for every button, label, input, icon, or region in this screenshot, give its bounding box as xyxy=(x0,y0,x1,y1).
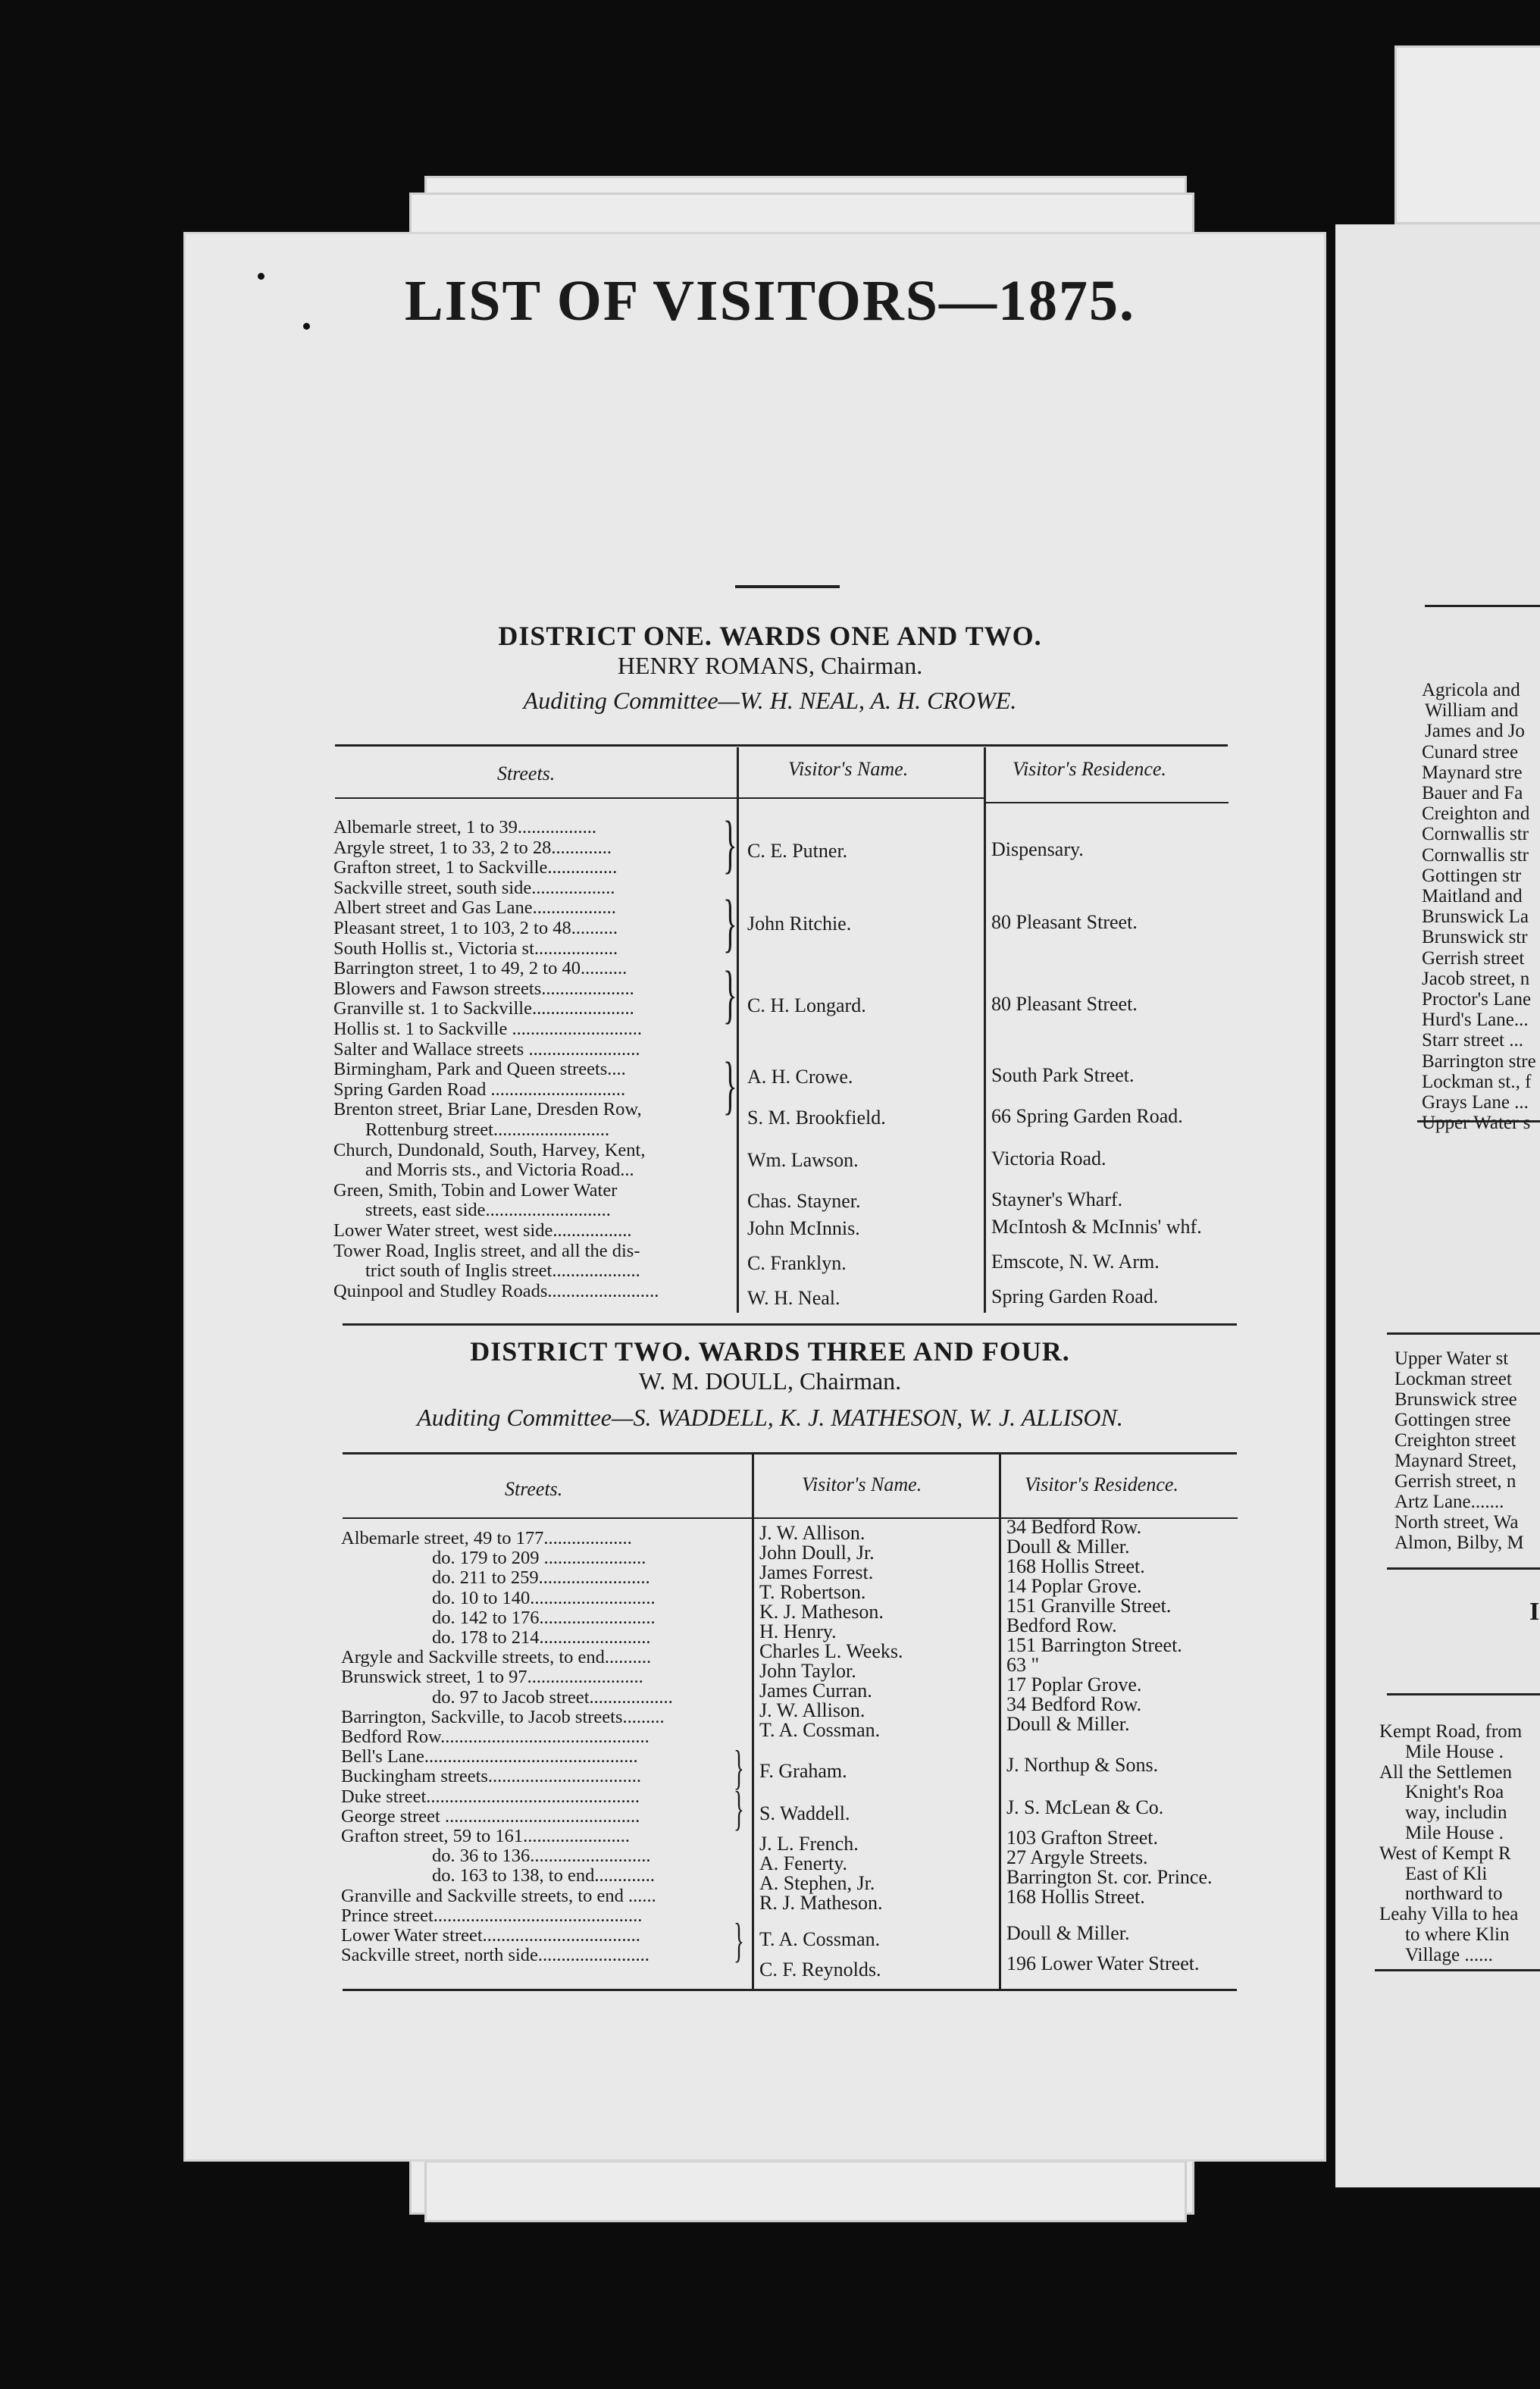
d2-visitor-name: T. A. Cossman. xyxy=(759,1928,881,1950)
d1-visitor-residence: Dispensary. xyxy=(991,838,1084,860)
district-one-heading: DISTRICT ONE. WARDS ONE AND TWO. xyxy=(498,621,1042,651)
d2-visitor-name: C. F. Reynolds. xyxy=(759,1958,881,1980)
d1-brace: } xyxy=(723,807,737,880)
page-edge-right-stack xyxy=(1394,45,1540,224)
right-block3-row: northward to xyxy=(1405,1883,1503,1905)
d1-street-row: and Morris sts., and Victoria Road... xyxy=(365,1160,634,1181)
title-rule xyxy=(735,585,840,588)
right-block1-row: Proctor's Lane xyxy=(1422,989,1532,1010)
d1-top-rule xyxy=(335,744,1228,747)
d2-visitor-residence: Doull & Miller. xyxy=(1006,1922,1130,1944)
d1-street-row: Tower Road, Inglis street, and all the dis- xyxy=(333,1240,640,1261)
d2-visitor-residence: 151 Barrington Street. xyxy=(1006,1634,1182,1656)
d2-visitor-residence: Barrington St. cor. Prince. xyxy=(1006,1866,1213,1888)
d1-col-residence: Visitor's Residence. xyxy=(1013,758,1166,780)
d1-street-row: Hollis st. 1 to Sackville ............................ xyxy=(333,1019,642,1039)
d1-visitor-name: Chas. Stayner. xyxy=(747,1190,861,1212)
district-one-auditing: Auditing Committee—W. H. NEAL, A. H. CROWE. xyxy=(523,687,1017,714)
d2-visitor-name: John Doull, Jr. xyxy=(759,1542,875,1564)
right-rule-6 xyxy=(1375,1969,1540,1971)
d2-street-row: do. 211 to 259........................ xyxy=(432,1567,650,1589)
d1-visitor-name: C. H. Longard. xyxy=(747,994,866,1016)
right-block1-row: Cornwallis str xyxy=(1422,824,1529,845)
right-block2-row: Gottingen stree xyxy=(1394,1410,1511,1430)
d2-visitor-name: T. A. Cossman. xyxy=(759,1719,881,1741)
right-block3-row: West of Kempt R xyxy=(1379,1843,1511,1864)
d2-street-row: Lower Water street.................................. xyxy=(341,1925,640,1946)
district-two-auditing: Auditing Committee—S. WADDELL, K. J. MATHESON, W. J. ALLISON. xyxy=(417,1404,1123,1431)
right-block1-row: Gerrish street xyxy=(1422,947,1525,969)
d1-street-row: Grafton street, 1 to Sackville............... xyxy=(333,857,618,878)
d2-street-row: Bedford Row............................................. xyxy=(341,1727,649,1747)
d2-brace: } xyxy=(734,1740,744,1794)
d2-visitor-residence: 196 Lower Water Street. xyxy=(1006,1952,1200,1974)
d2-street-row: Argyle and Sackville streets, to end.......... xyxy=(341,1647,652,1668)
d2-visitor-residence: Doull & Miller. xyxy=(1006,1536,1130,1558)
d2-visitor-name: John Taylor. xyxy=(759,1660,856,1682)
right-block3-row: Mile House . xyxy=(1405,1741,1504,1762)
right-block1-row: William and xyxy=(1425,700,1519,722)
right-block2-row: North street, Wa xyxy=(1394,1512,1519,1533)
d1-head-rule-3 xyxy=(986,802,1229,803)
d1-street-row: South Hollis st., Victoria st.................. xyxy=(333,938,618,959)
d2-visitor-name: J. W. Allison. xyxy=(759,1699,865,1721)
right-block2-row: Gerrish street, n xyxy=(1394,1471,1517,1492)
d2-visitor-name: R. J. Matheson. xyxy=(759,1892,883,1914)
right-block1-row: Maitland and xyxy=(1422,886,1523,906)
d1-street-row: Green, Smith, Tobin and Lower Water xyxy=(333,1179,618,1201)
right-block2-row: Creighton street xyxy=(1394,1430,1517,1451)
d1-visitor-residence: Spring Garden Road. xyxy=(991,1285,1159,1307)
right-block1-row: Upper Water s xyxy=(1422,1113,1531,1134)
d2-visitor-residence: 34 Bedford Row. xyxy=(1006,1693,1142,1715)
right-block1-row: Brunswick La xyxy=(1422,906,1529,928)
right-block1-row: Gottingen str xyxy=(1422,865,1522,886)
d2-street-row: Bell's Lane.............................................. xyxy=(341,1746,638,1767)
d1-street-row: streets, east side........................... xyxy=(365,1200,611,1221)
d2-street-row: do. 163 to 138, to end............. xyxy=(432,1865,655,1886)
d2-street-row: George street .......................................... xyxy=(341,1805,640,1827)
right-block1-row: Cornwallis str xyxy=(1422,844,1529,866)
right-block1-row: Starr street ... xyxy=(1422,1030,1523,1051)
d2-visitor-name: J. L. French. xyxy=(759,1833,859,1855)
right-block3-row: East of Kli xyxy=(1405,1863,1488,1884)
d1-visitor-residence: South Park Street. xyxy=(991,1064,1135,1086)
d2-street-row: Albemarle street, 49 to 177................... xyxy=(341,1528,632,1548)
d1-bottom-rule xyxy=(343,1323,1237,1326)
d2-visitor-name: J. W. Allison. xyxy=(759,1522,865,1544)
d2-visitor-name: Charles L. Weeks. xyxy=(759,1640,903,1662)
right-block3-row: Village ...... xyxy=(1405,1944,1493,1965)
d2-col-streets: Streets. xyxy=(505,1478,563,1500)
d2-brace: } xyxy=(734,1781,744,1835)
d1-visitor-name: S. M. Brookfield. xyxy=(747,1107,886,1129)
d2-col-residence: Visitor's Residence. xyxy=(1025,1473,1178,1495)
right-block1-row: Bauer and Fa xyxy=(1422,783,1523,803)
d1-street-row: Salter and Wallace streets ........................ xyxy=(333,1038,640,1060)
right-block1-row: Jacob street, n xyxy=(1422,968,1530,989)
d2-visitor-residence: 63 " xyxy=(1006,1654,1040,1676)
d2-street-row: do. 179 to 209 ...................... xyxy=(432,1548,646,1569)
d1-street-row: Granville st. 1 to Sackville...................... xyxy=(333,998,634,1019)
d2-visitor-name: A. Stephen, Jr. xyxy=(759,1872,875,1894)
d1-street-row: Argyle street, 1 to 33, 2 to 28............. xyxy=(333,837,612,858)
d2-visitor-residence: 168 Hollis Street. xyxy=(1006,1886,1145,1908)
d1-brace: } xyxy=(723,886,737,959)
d1-head-rule-2 xyxy=(739,797,984,799)
d1-visitor-residence: 80 Pleasant Street. xyxy=(991,993,1138,1015)
d2-visitor-residence: 14 Poplar Grove. xyxy=(1006,1575,1142,1597)
d1-visitor-residence: Victoria Road. xyxy=(991,1148,1106,1169)
right-block2-row: Upper Water st xyxy=(1394,1348,1509,1369)
d1-visitor-name: John McInnis. xyxy=(747,1217,860,1239)
d1-street-row: Albemarle street, 1 to 39................. xyxy=(333,817,597,838)
right-page-letter: I xyxy=(1529,1598,1540,1626)
right-block1-row: Barrington stre xyxy=(1422,1050,1536,1072)
d2-street-row: Brunswick street, 1 to 97......................... xyxy=(341,1667,643,1688)
district-one-chairman: HENRY ROMANS, Chairman. xyxy=(617,652,923,679)
right-block1-row: Agricola and xyxy=(1422,680,1520,700)
d1-visitor-name: C. Franklyn. xyxy=(747,1252,847,1274)
page-title: LIST OF VISITORS—1875. xyxy=(404,269,1136,333)
d2-street-row: Duke street.............................................. xyxy=(341,1786,640,1807)
d1-visitor-residence: McIntosh & McInnis' whf. xyxy=(991,1216,1202,1238)
d2-visitor-name: H. Henry. xyxy=(759,1620,837,1642)
right-block1-row: Maynard stre xyxy=(1422,762,1523,783)
page-edge-bottom-2 xyxy=(424,2160,1187,2222)
d2-col-name: Visitor's Name. xyxy=(802,1473,922,1495)
right-block1-row: Brunswick str xyxy=(1422,927,1528,948)
d2-visitor-residence: 103 Grafton Street. xyxy=(1006,1827,1159,1849)
d2-col-divider-2 xyxy=(999,1454,1001,1990)
d2-street-row: do. 97 to Jacob street.................. xyxy=(432,1686,673,1708)
d1-brace: } xyxy=(723,1048,737,1121)
d2-street-row: Grafton street, 59 to 161....................... xyxy=(341,1826,631,1846)
right-block2-row: Brunswick stree xyxy=(1394,1389,1517,1410)
d1-street-row: Albert street and Gas Lane.................. xyxy=(333,897,616,919)
d2-street-row: Granville and Sackville streets, to end ...... xyxy=(341,1885,656,1906)
d1-visitor-residence: Stayner's Wharf. xyxy=(991,1188,1123,1210)
d2-street-row: Prince street............................................. xyxy=(341,1905,643,1926)
d1-visitor-name: John Ritchie. xyxy=(747,913,852,935)
d1-col-divider-2 xyxy=(984,747,986,1313)
d2-street-row: Buckingham streets................................. xyxy=(341,1766,642,1787)
d2-visitor-residence: J. Northup & Sons. xyxy=(1006,1754,1159,1776)
right-block3-row: Knight's Roa xyxy=(1405,1782,1504,1803)
d1-visitor-residence: Emscote, N. W. Arm. xyxy=(991,1251,1160,1273)
d2-brace: } xyxy=(734,1913,744,1967)
right-block1-row: Lockman st., f xyxy=(1422,1071,1532,1092)
right-block1-row: James and Jo xyxy=(1425,721,1525,742)
right-rule-5 xyxy=(1387,1693,1540,1695)
d2-visitor-name: A. Fenerty. xyxy=(759,1852,848,1874)
d1-street-row: Sackville street, south side.................. xyxy=(333,877,615,898)
d1-visitor-residence: 66 Spring Garden Road. xyxy=(991,1105,1183,1127)
right-block2-row: Lockman street xyxy=(1394,1369,1512,1389)
right-rule-1 xyxy=(1425,605,1540,607)
d2-visitor-name: T. Robertson. xyxy=(759,1581,866,1603)
d1-street-row: Church, Dundonald, South, Harvey, Kent, xyxy=(333,1139,646,1160)
d2-visitor-residence: 151 Granville Street. xyxy=(1006,1595,1172,1617)
d1-street-row: Spring Garden Road ............................. xyxy=(333,1079,626,1100)
d2-visitor-name: S. Waddell. xyxy=(759,1802,850,1824)
d2-street-row: do. 10 to 140........................... xyxy=(432,1587,656,1608)
right-block1-row: Hurd's Lane... xyxy=(1422,1010,1529,1031)
d1-street-row: Brenton street, Briar Lane, Dresden Row, xyxy=(333,1099,642,1120)
d2-visitor-residence: 168 Hollis Street. xyxy=(1006,1555,1145,1577)
right-block3-row: Mile House . xyxy=(1405,1823,1504,1843)
d2-visitor-name: James Forrest. xyxy=(759,1561,874,1583)
right-block1-row: Grays Lane ... xyxy=(1422,1092,1529,1113)
d2-visitor-residence: 34 Bedford Row. xyxy=(1006,1516,1142,1538)
d2-visitor-residence: Bedford Row. xyxy=(1006,1614,1117,1636)
right-rule-3 xyxy=(1387,1332,1540,1335)
d2-street-row: do. 178 to 214........................ xyxy=(432,1627,651,1648)
right-block3-row: way, includin xyxy=(1405,1802,1507,1824)
d1-head-rule-1 xyxy=(335,797,737,799)
d2-visitor-residence: Doull & Miller. xyxy=(1006,1713,1130,1735)
d2-visitor-name: James Curran. xyxy=(759,1680,872,1702)
d2-street-row: Barrington, Sackville, to Jacob streets......... xyxy=(341,1706,665,1727)
d1-street-row: trict south of Inglis street................... xyxy=(365,1260,640,1282)
right-block2-row: Artz Lane....... xyxy=(1394,1492,1504,1512)
d1-street-row: Blowers and Fawson streets.................... xyxy=(333,978,634,999)
d2-visitor-residence: 17 Poplar Grove. xyxy=(1006,1674,1142,1695)
d2-street-row: Sackville street, north side........................ xyxy=(341,1945,649,1966)
right-block1-row: Creighton and xyxy=(1422,803,1530,825)
d1-col-streets: Streets. xyxy=(497,762,556,784)
d1-street-row: Pleasant street, 1 to 103, 2 to 48.......... xyxy=(333,918,618,938)
d2-street-row: do. 142 to 176......................... xyxy=(432,1607,656,1628)
d2-visitor-name: K. J. Matheson. xyxy=(759,1601,884,1623)
d1-street-row: Birmingham, Park and Queen streets.... xyxy=(333,1059,626,1080)
d2-bottom-rule xyxy=(343,1989,1237,1991)
district-two-chairman: W. M. DOULL, Chairman. xyxy=(638,1367,902,1395)
right-block3-row: Leahy Villa to hea xyxy=(1379,1904,1519,1925)
d1-visitor-name: Wm. Lawson. xyxy=(747,1149,859,1171)
right-block3-row: Kempt Road, from xyxy=(1379,1721,1523,1742)
d1-visitor-name: W. H. Neal. xyxy=(747,1287,840,1309)
district-two-heading: DISTRICT TWO. WARDS THREE AND FOUR. xyxy=(470,1336,1070,1367)
d2-visitor-residence: J. S. McLean & Co. xyxy=(1006,1796,1164,1818)
right-block3-row: All the Settlemen xyxy=(1379,1761,1512,1783)
d2-street-row: do. 36 to 136.......................... xyxy=(432,1846,651,1867)
right-block2-row: Almon, Bilby, M xyxy=(1394,1533,1524,1553)
d1-visitor-name: A. H. Crowe. xyxy=(747,1066,853,1088)
d2-visitor-name: F. Graham. xyxy=(759,1760,847,1782)
right-block2-row: Maynard Street, xyxy=(1394,1451,1517,1471)
d1-col-name: Visitor's Name. xyxy=(788,758,909,780)
d2-top-rule xyxy=(343,1452,1237,1454)
right-block1-row: Cunard stree xyxy=(1422,741,1519,762)
d2-visitor-residence: 27 Argyle Streets. xyxy=(1006,1846,1148,1868)
d1-street-row: Lower Water street, west side................. xyxy=(333,1220,632,1241)
d1-visitor-residence: 80 Pleasant Street. xyxy=(991,911,1138,933)
d2-head-rule-2 xyxy=(754,1517,999,1519)
d1-visitor-name: C. E. Putner. xyxy=(747,840,848,862)
d1-street-row: Quinpool and Studley Roads........................ xyxy=(333,1280,659,1301)
d1-street-row: Rottenburg street......................... xyxy=(365,1119,610,1140)
right-rule-4 xyxy=(1387,1567,1540,1570)
d2-head-rule-1 xyxy=(343,1517,752,1519)
d1-brace: } xyxy=(723,957,737,1030)
d1-street-row: Barrington street, 1 to 49, 2 to 40.......... xyxy=(333,958,628,979)
d2-col-divider-1 xyxy=(752,1454,754,1990)
right-block3-row: to where Klin xyxy=(1405,1924,1510,1945)
